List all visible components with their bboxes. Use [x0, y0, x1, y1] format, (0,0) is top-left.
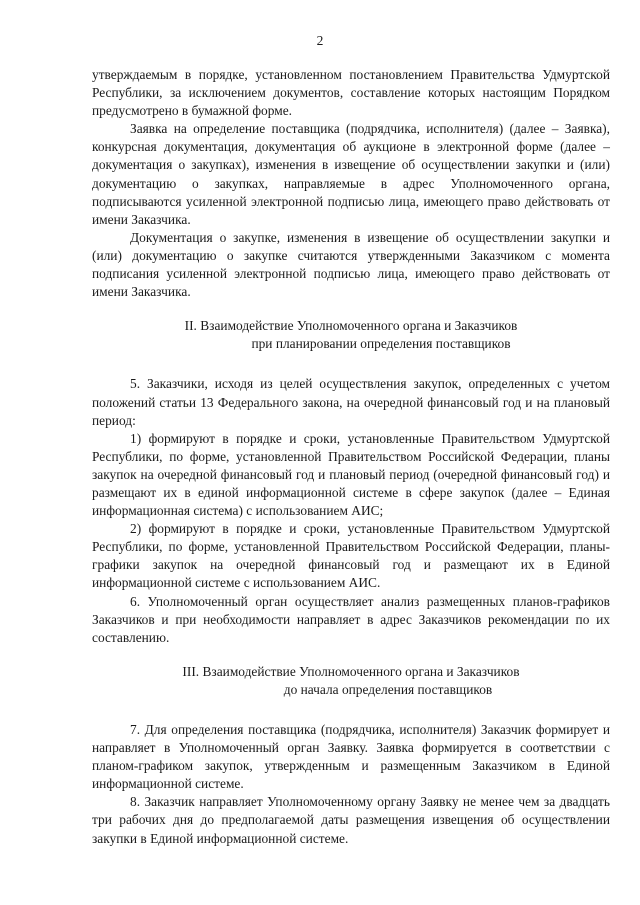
section-title-line: при планировании определения поставщиков: [251, 336, 511, 352]
section-title-line: до начала определения поставщиков: [283, 681, 493, 697]
section-title-line: II. Взаимодействие Уполномоченного органа и Заказчиков: [184, 318, 518, 334]
paragraph: 8. Заказчик направляет Уполномоченному органу Заявку не менее чем за двадцать три рабочих дня до предполагаемой даты размещения извещения об осуществлении закупки в Единой информационной системе.: [92, 794, 610, 846]
document-body: [92, 66, 610, 848]
paragraph: Заявка на определение поставщика (подрядчика, исполнителя) (далее – Заявка), конкурсная документация, документация об аукционе в электронной форме (далее – документация о закупках), изменения в извещение об осуществлении закупки и (или) документацию о закупках, направляемые в адрес Уполномоченного органа, подписываются усиленной электронной подписью лица, имеющего право действовать от имени Заказчика.: [92, 121, 610, 227]
paragraph: Документация о закупке, изменения в извещение об осуществлении закупки и (или) документацию о закупке считаются утвержденными Заказчиком с момента подписания усиленной электронной подписью лица, имеющего право действовать от имени Заказчика.: [92, 229, 610, 300]
paragraph: 1) формируют в порядке и сроки, установленные Правительством Удмуртской Республики, по форме, установленной Правительством Российской Федерации, планы закупок на очередной финансовый год и плановый период (очередной финансовый год) и размещают их в единой информационной системе в сфере закупок (далее – Единая информационная система) с использованием АИС;: [92, 430, 610, 519]
section-3-heading: [92, 663, 610, 699]
paragraph: 2) формируют в порядке и сроки, установленные Правительством Удмуртской Республики, по форме, установленной Правительством Российской Федерации, планы-графики закупок на очередной финансовый год и размещают их в Единой информационной системе с использованием АИС.: [92, 521, 610, 591]
page-number: 2: [316, 33, 324, 48]
paragraph: 6. Уполномоченный орган осуществляет анализ размещенных планов-графиков Заказчиков и при необходимости направляет в адрес Заказчиков рекомендации по их составлению.: [92, 593, 610, 645]
section-title-line: III. Взаимодействие Уполномоченного органа и Заказчиков: [182, 663, 520, 679]
section-2-heading: [92, 317, 610, 353]
paragraph: утверждаемым в порядке, установленном постановлением Правительства Удмуртской Республики, за исключением документов, составление которых настоящим Порядком предусмотрено в бумажной форме.: [92, 67, 610, 119]
paragraph: 7. Для определения поставщика (подрядчика, исполнителя) Заказчик формирует и направляет в Уполномоченный орган Заявку. Заявка формируется в соответствии с планом-графиком закупок, утвержденным и размещенным Заказчиком в Единой информационной системе.: [92, 722, 610, 792]
paragraph: 5. Заказчики, исходя из целей осуществления закупок, определенных с учетом положений статьи 13 Федерального закона, на очередной финансовый год и на плановый период:: [92, 376, 610, 428]
